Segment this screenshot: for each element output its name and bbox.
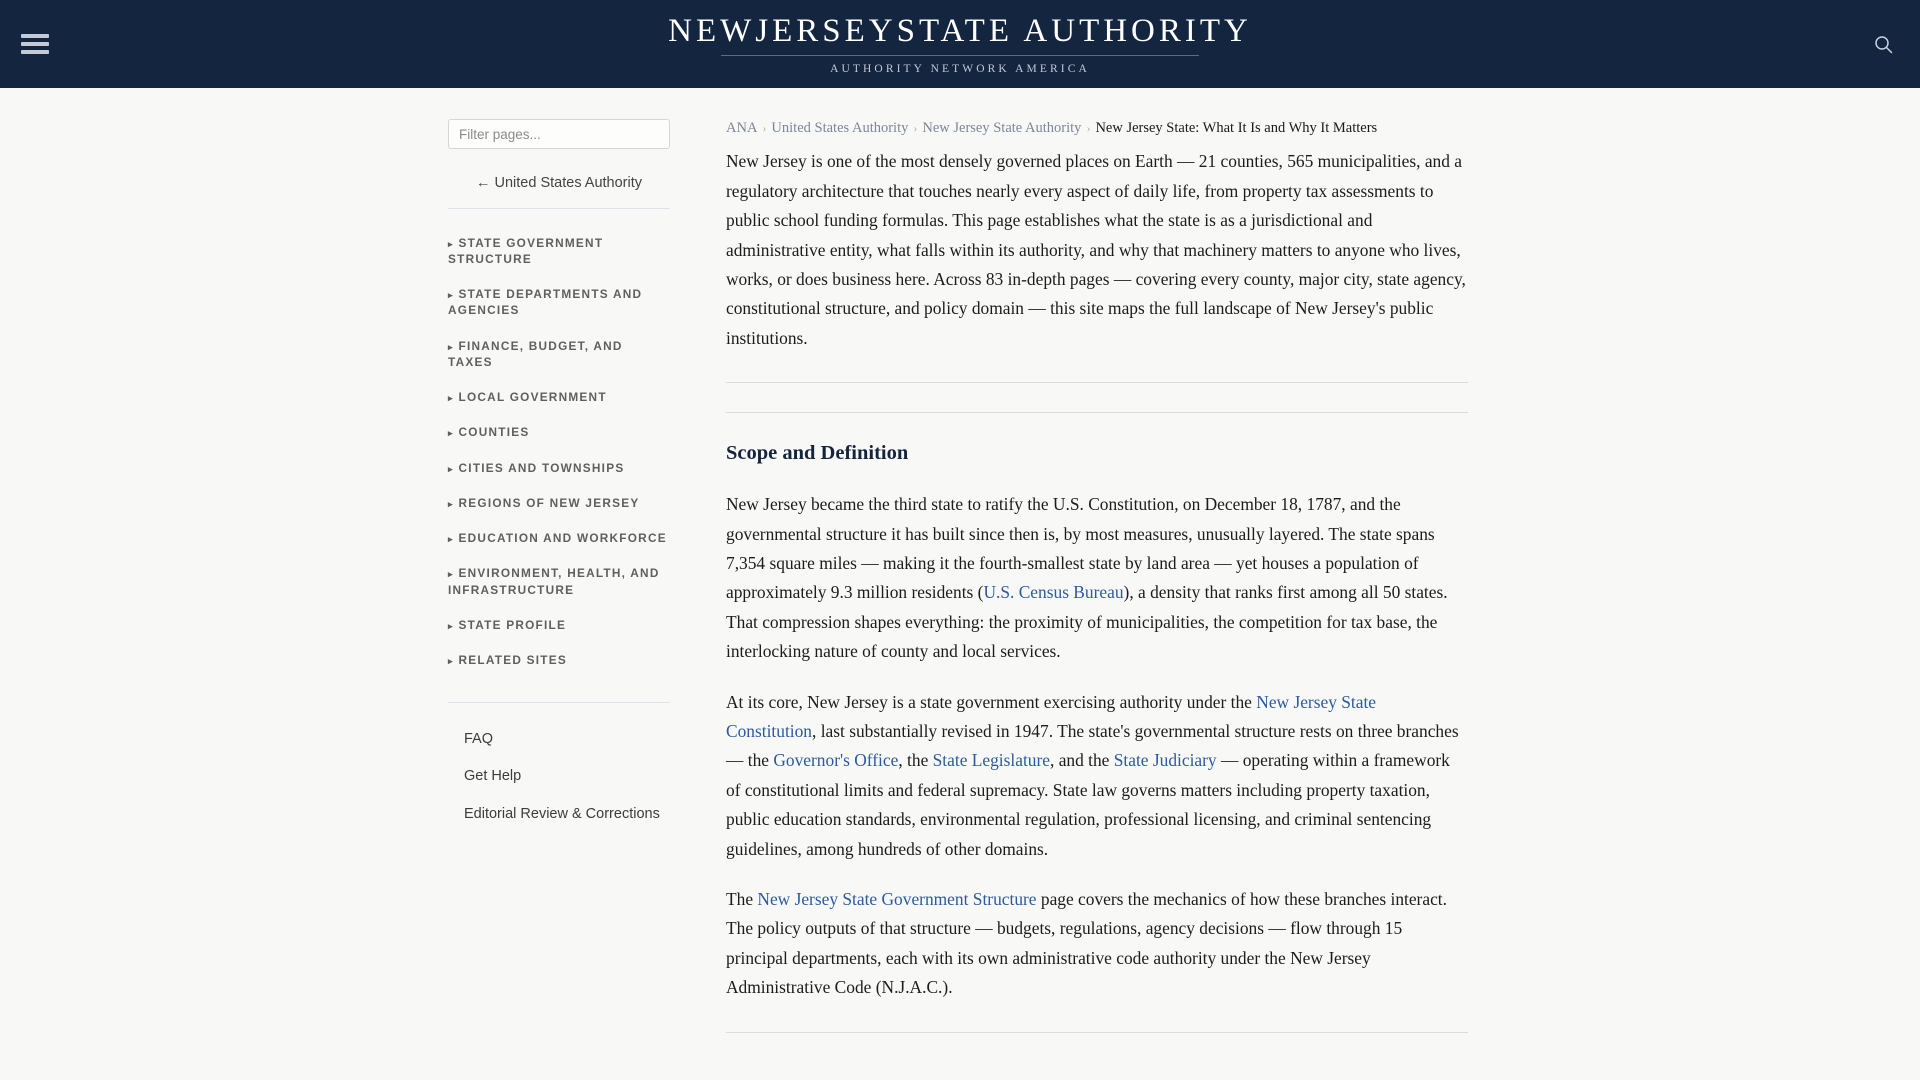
back-to-united-states-authority-link[interactable]: ← United States Authority — [448, 175, 670, 209]
brand-subtitle: AUTHORITY NETWORK AMERICA — [830, 62, 1090, 75]
text-run: — operating within a framework of constitutional limits and federal supremacy. State law governs matters including property taxation, public education standards, environmental regulation, professional licensing, and criminal sentencing guidelines, among hundreds of other domains. — [726, 750, 1450, 859]
divider — [726, 1032, 1468, 1033]
breadcrumb — [726, 118, 1468, 147]
brand-divider — [721, 55, 1199, 56]
sidebar-item-label: EDUCATION AND WORKFORCE — [458, 531, 667, 546]
breadcrumb-separator: › — [1086, 121, 1091, 135]
sidebar-item-label: STATE DEPARTMENTS AND AGENCIES — [448, 287, 643, 318]
chevron-right-icon: ▸ — [448, 620, 453, 631]
sidebar-item-state-departments-and-agencies[interactable] — [448, 277, 670, 329]
link-new-jersey-state-government-structure[interactable]: New Jersey State Government Structure — [757, 889, 1037, 910]
sidebar-item-counties[interactable] — [448, 415, 670, 450]
link-state-judiciary[interactable]: State Judiciary — [1113, 750, 1217, 771]
list-item — [448, 328, 670, 380]
sidebar-footer-item-editorial-review-corrections[interactable]: Editorial Review & Corrections — [464, 805, 660, 822]
list-item — [448, 721, 670, 758]
sidebar-nav-list — [448, 209, 670, 678]
sidebar-footer-item-faq[interactable]: FAQ — [464, 730, 494, 747]
text-run: , and the — [1050, 750, 1114, 771]
hamburger-bar-2 — [21, 42, 49, 46]
text-run: New Jersey became the third state to ratify the U.S. Constitution, on December 18, 1787, and the governmental structure it has built since then is, by most measures, unusually layered. The state spans 7,354 square miles — making it the fourth-smallest state by land area — yet houses a population of approximately 9.3 million residents ( — [726, 494, 1435, 603]
link-us-census-bureau[interactable]: U.S. Census Bureau — [983, 582, 1124, 603]
chevron-right-icon: ▸ — [448, 341, 453, 352]
breadcrumb-item-new-jersey-state-authority[interactable]: New Jersey State Authority — [922, 120, 1082, 136]
list-item — [448, 643, 670, 678]
filter-pages-input[interactable] — [448, 119, 670, 149]
sidebar-item-label: REGIONS OF NEW JERSEY — [458, 495, 640, 510]
chevron-right-icon: ▸ — [448, 498, 453, 509]
list-item — [448, 450, 670, 485]
scope-paragraph-3 — [726, 885, 1468, 1003]
text-run: , last substantially revised in 1947. The state's governmental structure rests on three branches — the — [726, 720, 1459, 771]
text-run: page covers the mechanics of how these branches interact. The policy outputs of that structure — budgets, regulations, agency decisions — flow through 15 principal departments, each with its own administrative code authority under the New Jersey Administrative Code (N.J.A.C.). — [726, 889, 1447, 998]
divider — [726, 382, 1468, 383]
sidebar-item-cities-and-townships[interactable] — [448, 450, 670, 485]
sidebar-item-environment-health-and-infrastructure[interactable] — [448, 556, 670, 608]
text-run: The — [726, 889, 758, 910]
sidebar-item-state-profile[interactable] — [448, 607, 670, 642]
chevron-right-icon: ▸ — [448, 534, 453, 545]
list-item — [448, 758, 670, 795]
sidebar-item-label: ENVIRONMENT, HEALTH, AND INFRASTRUCTURE — [448, 566, 660, 597]
sidebar — [448, 88, 670, 833]
list-item — [448, 607, 670, 642]
list-item — [448, 380, 670, 415]
sidebar-nav — [448, 209, 670, 678]
sidebar-item-education-and-workforce[interactable] — [448, 521, 670, 556]
chevron-right-icon: ▸ — [448, 428, 453, 439]
list-item — [448, 415, 670, 450]
chevron-right-icon: ▸ — [448, 656, 453, 667]
sidebar-item-finance-budget-and-taxes[interactable] — [448, 328, 670, 380]
sidebar-item-label: CITIES AND TOWNSHIPS — [458, 460, 625, 475]
sidebar-item-regions-of-new-jersey[interactable] — [448, 485, 670, 520]
sidebar-item-label: STATE PROFILE — [458, 617, 567, 632]
page-body — [0, 88, 1920, 1080]
sidebar-item-label: RELATED SITES — [458, 653, 567, 668]
search-icon[interactable] — [1868, 29, 1898, 59]
link-state-legislature[interactable]: State Legislature — [932, 750, 1050, 771]
list-item — [448, 521, 670, 556]
list-item — [448, 485, 670, 520]
chevron-right-icon: ▸ — [448, 238, 453, 249]
list-item — [448, 556, 670, 608]
link-governors-office[interactable]: Governor's Office — [773, 750, 899, 771]
sidebar-item-label: COUNTIES — [458, 425, 530, 440]
brand-title: NEWJERSEYSTATE AUTHORITY — [668, 13, 1252, 50]
list-item — [448, 796, 670, 833]
chevron-right-icon: ▸ — [448, 393, 453, 404]
sidebar-item-local-government[interactable] — [448, 380, 670, 415]
intro-paragraph: New Jersey is one of the most densely governed places on Earth — 21 counties, 565 municipalities, and a regulatory architecture that touches nearly every aspect of daily life, from property tax assessments to public school funding formulas. This page establishes what the state is as a jurisdictional and administrative entity, what falls within its authority, and why that machinery matters to anyone who lives, works, or does business here. Across 83 in-depth pages — covering every county, major city, state agency, constitutional structure, and policy domain — this site maps the full landscape of New Jersey's public institutions. — [726, 151, 1466, 348]
sidebar-footer-links — [448, 702, 670, 833]
text-run: , the — [898, 750, 933, 771]
site-brand[interactable] — [668, 13, 1252, 75]
scope-paragraph-1 — [726, 490, 1468, 666]
chevron-right-icon: ▸ — [448, 569, 453, 580]
hamburger-bar-1 — [21, 34, 49, 38]
main-content — [726, 88, 1468, 1062]
hamburger-icon[interactable] — [18, 31, 52, 57]
breadcrumb-item-current: New Jersey State: What It Is and Why It Matters — [1095, 120, 1378, 136]
chevron-right-icon: ▸ — [448, 463, 453, 474]
list-item — [448, 225, 670, 277]
breadcrumb-separator: › — [913, 121, 918, 135]
section-title-scope-and-definition: Scope and Definition — [726, 442, 909, 465]
breadcrumb-item-united-states-authority[interactable]: United States Authority — [771, 120, 909, 136]
sidebar-item-label: LOCAL GOVERNMENT — [458, 390, 607, 405]
divider — [726, 412, 1468, 413]
chevron-right-icon: ▸ — [448, 290, 453, 301]
sidebar-item-label: STATE GOVERNMENT STRUCTURE — [448, 235, 604, 266]
sidebar-footer-item-get-help[interactable]: Get Help — [464, 768, 522, 785]
sidebar-item-label: FINANCE, BUDGET, AND TAXES — [448, 338, 623, 369]
sidebar-item-state-government-structure[interactable] — [448, 225, 670, 277]
list-item — [448, 277, 670, 329]
scope-paragraph-2 — [726, 688, 1468, 864]
breadcrumb-item-ana[interactable]: ANA — [726, 120, 758, 136]
text-run: At its core, New Jersey is a state government exercising authority under the — [726, 691, 1257, 712]
link-new-jersey-state-constitution[interactable]: New Jersey State Constitution — [726, 691, 1377, 741]
text-run: ), a density that ranks first among all 50 states. That compression shapes everything: the proximity of municipalities, the competition for tax base, the interlocking nature of county and local services. — [726, 582, 1448, 662]
hamburger-bar-3 — [21, 50, 49, 54]
sidebar-item-related-sites[interactable] — [448, 643, 670, 678]
site-header — [0, 0, 1920, 88]
breadcrumb-separator: › — [762, 121, 767, 135]
